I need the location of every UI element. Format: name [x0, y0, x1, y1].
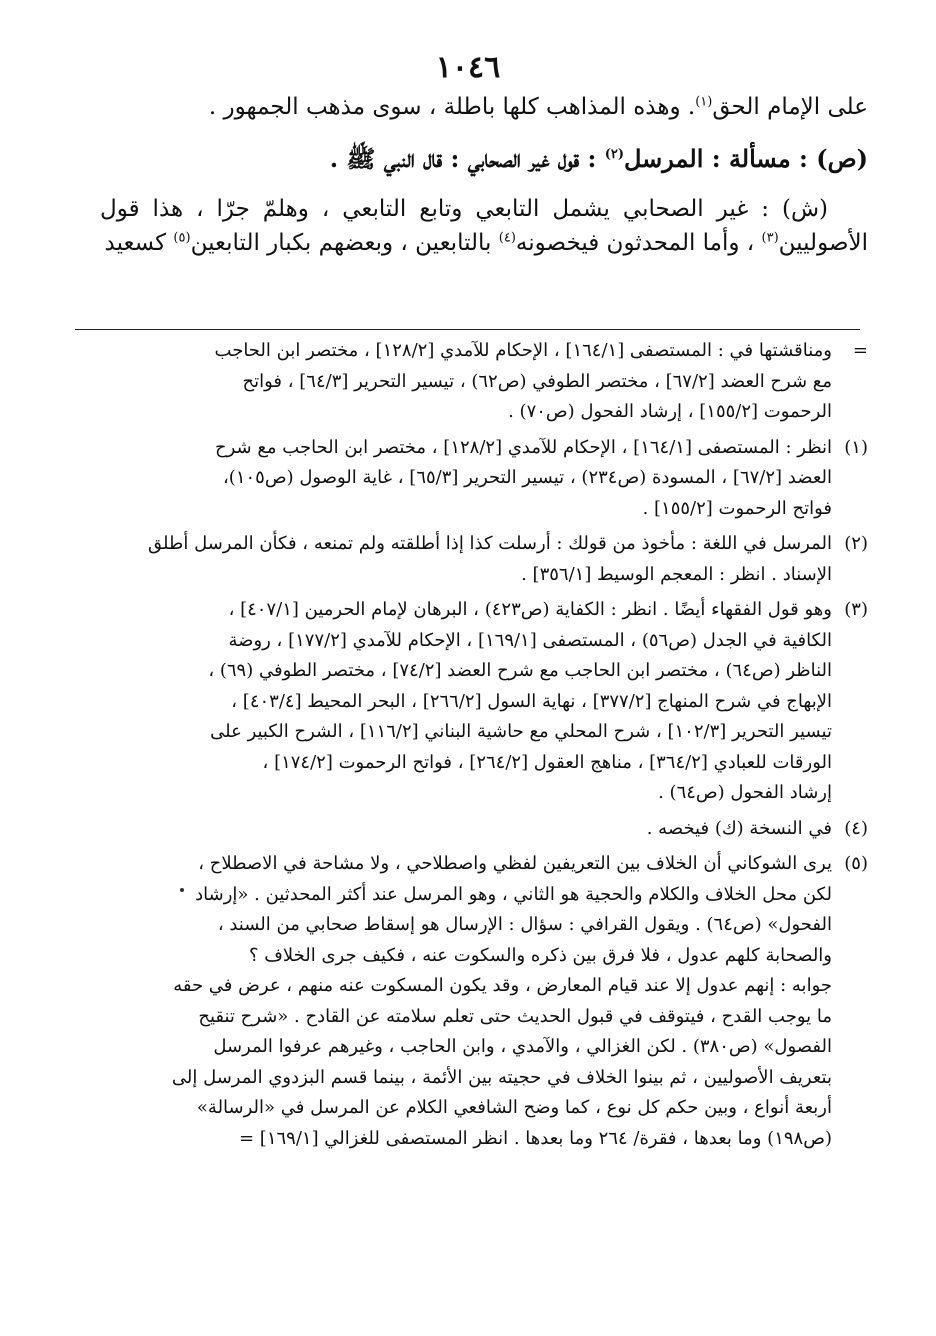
footnote-ref-5[interactable]: (٥)	[173, 230, 191, 246]
footnote-line: لكن محل الخلاف والكلام والحجية هو الثاني ، وهو المرسل عند أكثر المحدثين . «إرشاد	[195, 883, 832, 905]
page-number: ١٠٤٦	[435, 50, 501, 85]
footnote-line: أربعة أنواع ، وبين حكم كل نوع ، كما وضح الشافعي الكلام عن المرسل في «الرسالة»	[196, 1097, 832, 1118]
footnote-line: فواتح الرحموت [١٥٥/٢] .	[642, 497, 832, 519]
footnote-ref-3[interactable]: (٣)	[761, 230, 779, 246]
footnote-body	[100, 849, 832, 1154]
footnote-line: الرحموت [١٥٥/٢] ، إرشاد الفحول (ص٧٠) .	[508, 401, 832, 422]
footnote-line: الفصول» (ص٣٨٠) . لكن الغزالي ، والآمدي ، وابن الحاجب ، وغيرهم عرفوا المرسل	[213, 1036, 832, 1057]
footnote-marker: (٤)	[844, 817, 868, 839]
footnote-body	[100, 814, 832, 845]
paragraph-text-a: (ش) : غير الصحابي يشمل التابعي وتابع التابعي ، وهلمّ جرّا ، هذا قول الأصوليين	[100, 196, 868, 256]
footnote-line: الفحول» (ص٦٤) . ويقول القرافي : سؤال : الإرسال هو إسقاط صحابي من السند ،	[217, 914, 832, 935]
footnote-1	[100, 433, 868, 525]
footnote-ref-4[interactable]: (٤)	[498, 230, 516, 246]
footnote-line: إرشاد الفحول (ص٦٤) .	[658, 782, 832, 803]
footnote-separator	[75, 329, 860, 330]
footnote-line: تيسير التحرير [١٠٢/٣] ، شرح المحلي مع حاشية البناني [١١٦/٢] ، الشرح الكبير على	[210, 721, 832, 742]
footnote-marker: =	[852, 340, 868, 361]
footnote-line: الورقات للعبادي [٣٦٤/٢] ، مناهج العقول [٢٦٤/٢] ، فواتح الرحموت [١٧٤/٢] ،	[262, 751, 832, 773]
footnote-line: جوابه : إنهم عدول إلا عند قيام المعارض ، وقد يكون المسكوت عنه منهم ، عرض في حقه	[173, 975, 832, 996]
main-line-1-text-b: . وهذه المذاهب كلها باطلة ، سوى مذهب الجمهور .	[208, 94, 696, 120]
footnote-line: المرسل في اللغة : مأخوذ من قولك : أرسلت كذا إذا أطلقته ولم تمنعه ، فكأن المرسل أطلق	[148, 533, 832, 554]
paragraph-text-d: كسعيد	[104, 230, 174, 256]
main-text	[100, 90, 868, 260]
paragraph-text-c: بالتابعين ، وبعضهم بكبار التابعين	[190, 230, 499, 256]
footnote-body	[100, 336, 832, 428]
main-paragraph	[100, 192, 868, 260]
footnote-body	[100, 529, 832, 590]
footnote-marker: (٣)	[844, 599, 868, 620]
heading-text-a: (ص) : مسألة : المرسل	[623, 144, 868, 173]
stray-mark	[180, 888, 184, 892]
footnote-5	[100, 849, 868, 1154]
section-heading	[100, 142, 868, 176]
footnote-line: الناظر (ص٦٤) ، مختصر ابن الحاجب مع شرح العضد [٧٤/٢] ، مختصر الطوفي (٦٩) ،	[208, 660, 832, 681]
footnotes	[100, 336, 868, 1159]
footnote-ref-2[interactable]: (٢)	[604, 147, 624, 162]
footnote-line: بتعريف الأصوليين ، ثم بينوا الخلاف في حجيته بين الأئمة ، بينما قسم البزدوي المرسل إلى	[171, 1066, 832, 1088]
main-line-1	[100, 90, 868, 124]
footnote-marker: (٥)	[844, 853, 868, 874]
footnote-line: العضد [٦٧/٢] ، المسودة (ص٢٣٤) ، تيسير التحرير [٦٥/٣] ، غاية الوصول (ص١٠٥)،	[222, 467, 832, 488]
footnote-2	[100, 529, 868, 590]
paragraph-text-b: ، وأما المحدثون فيخصونه	[515, 230, 762, 256]
footnote-line: الإبهاج في شرح المنهاج [٣٧٧/٢] ، نهاية السول [٢٦٦/٢] ، البحر المحيط [٤٠٣/٤] ،	[231, 690, 832, 712]
footnote-line: ما يوجب القدح ، فيتوقف في قبول الحديث حتى تعلم سلامته عن القادح . «شرح تنقيح	[198, 1005, 832, 1027]
footnote-continued	[100, 336, 868, 428]
footnote-line: الإسناد . انظر : المعجم الوسيط [٣٥٦/١] .	[521, 563, 832, 585]
footnote-line: والصحابة كلهم عدول ، فلا فرق بين ذكره والسكوت عنه ، فكيف جرى الخلاف ؟	[248, 944, 832, 966]
footnote-line: يرى الشوكاني أن الخلاف بين التعريفين لفظي واصطلاحي ، ولا مشاحة في الاصطلاح ،	[198, 853, 832, 874]
footnote-4	[100, 814, 868, 845]
footnote-body	[100, 595, 832, 809]
main-line-1-text-a: على الإمام الحق	[712, 94, 868, 120]
footnote-line: وهو قول الفقهاء أيضًا . انظر : الكفاية (ص٤٢٣) ، البرهان لإمام الحرمين [٤٠٧/١] ،	[228, 599, 832, 620]
footnote-line: في النسخة (ك) فيخصه .	[646, 817, 832, 839]
footnote-line: مع شرح العضد [٦٧/٢] ، مختصر الطوفي (ص٦٢) ، تيسير التحرير [٦٤/٣] ، فواتح	[242, 370, 832, 392]
footnote-line: (ص١٩٨) وما بعدها ، فقرة/ ٢٦٤ وما بعدها . انظر المستصفى للغزالي [١٦٩/١] =	[238, 1127, 832, 1149]
footnote-marker: (١)	[844, 436, 868, 458]
footnote-body	[100, 433, 832, 525]
footnote-ref-1[interactable]: (١)	[695, 94, 713, 110]
footnote-line: انظر : المستصفى [١٦٤/١] ، الإحكام للآمدي [١٢٨/٢] ، مختصر ابن الحاجب مع شرح	[214, 436, 832, 458]
footnote-line: الكافية في الجدل (ص٥٦) ، المستصفى [١٦٩/١] ، الإحكام للآمدي [١٧٧/٢] ، روضة	[228, 629, 832, 651]
heading-text-b: : قول غير الصحابي : قال النبي ﷺ .	[329, 144, 605, 173]
footnote-3	[100, 595, 868, 809]
footnote-line: ومناقشتها في : المستصفى [١٦٤/١] ، الإحكام للآمدي [١٢٨/٢] ، مختصر ابن الحاجب	[214, 340, 832, 361]
footnote-marker: (٢)	[844, 533, 868, 554]
